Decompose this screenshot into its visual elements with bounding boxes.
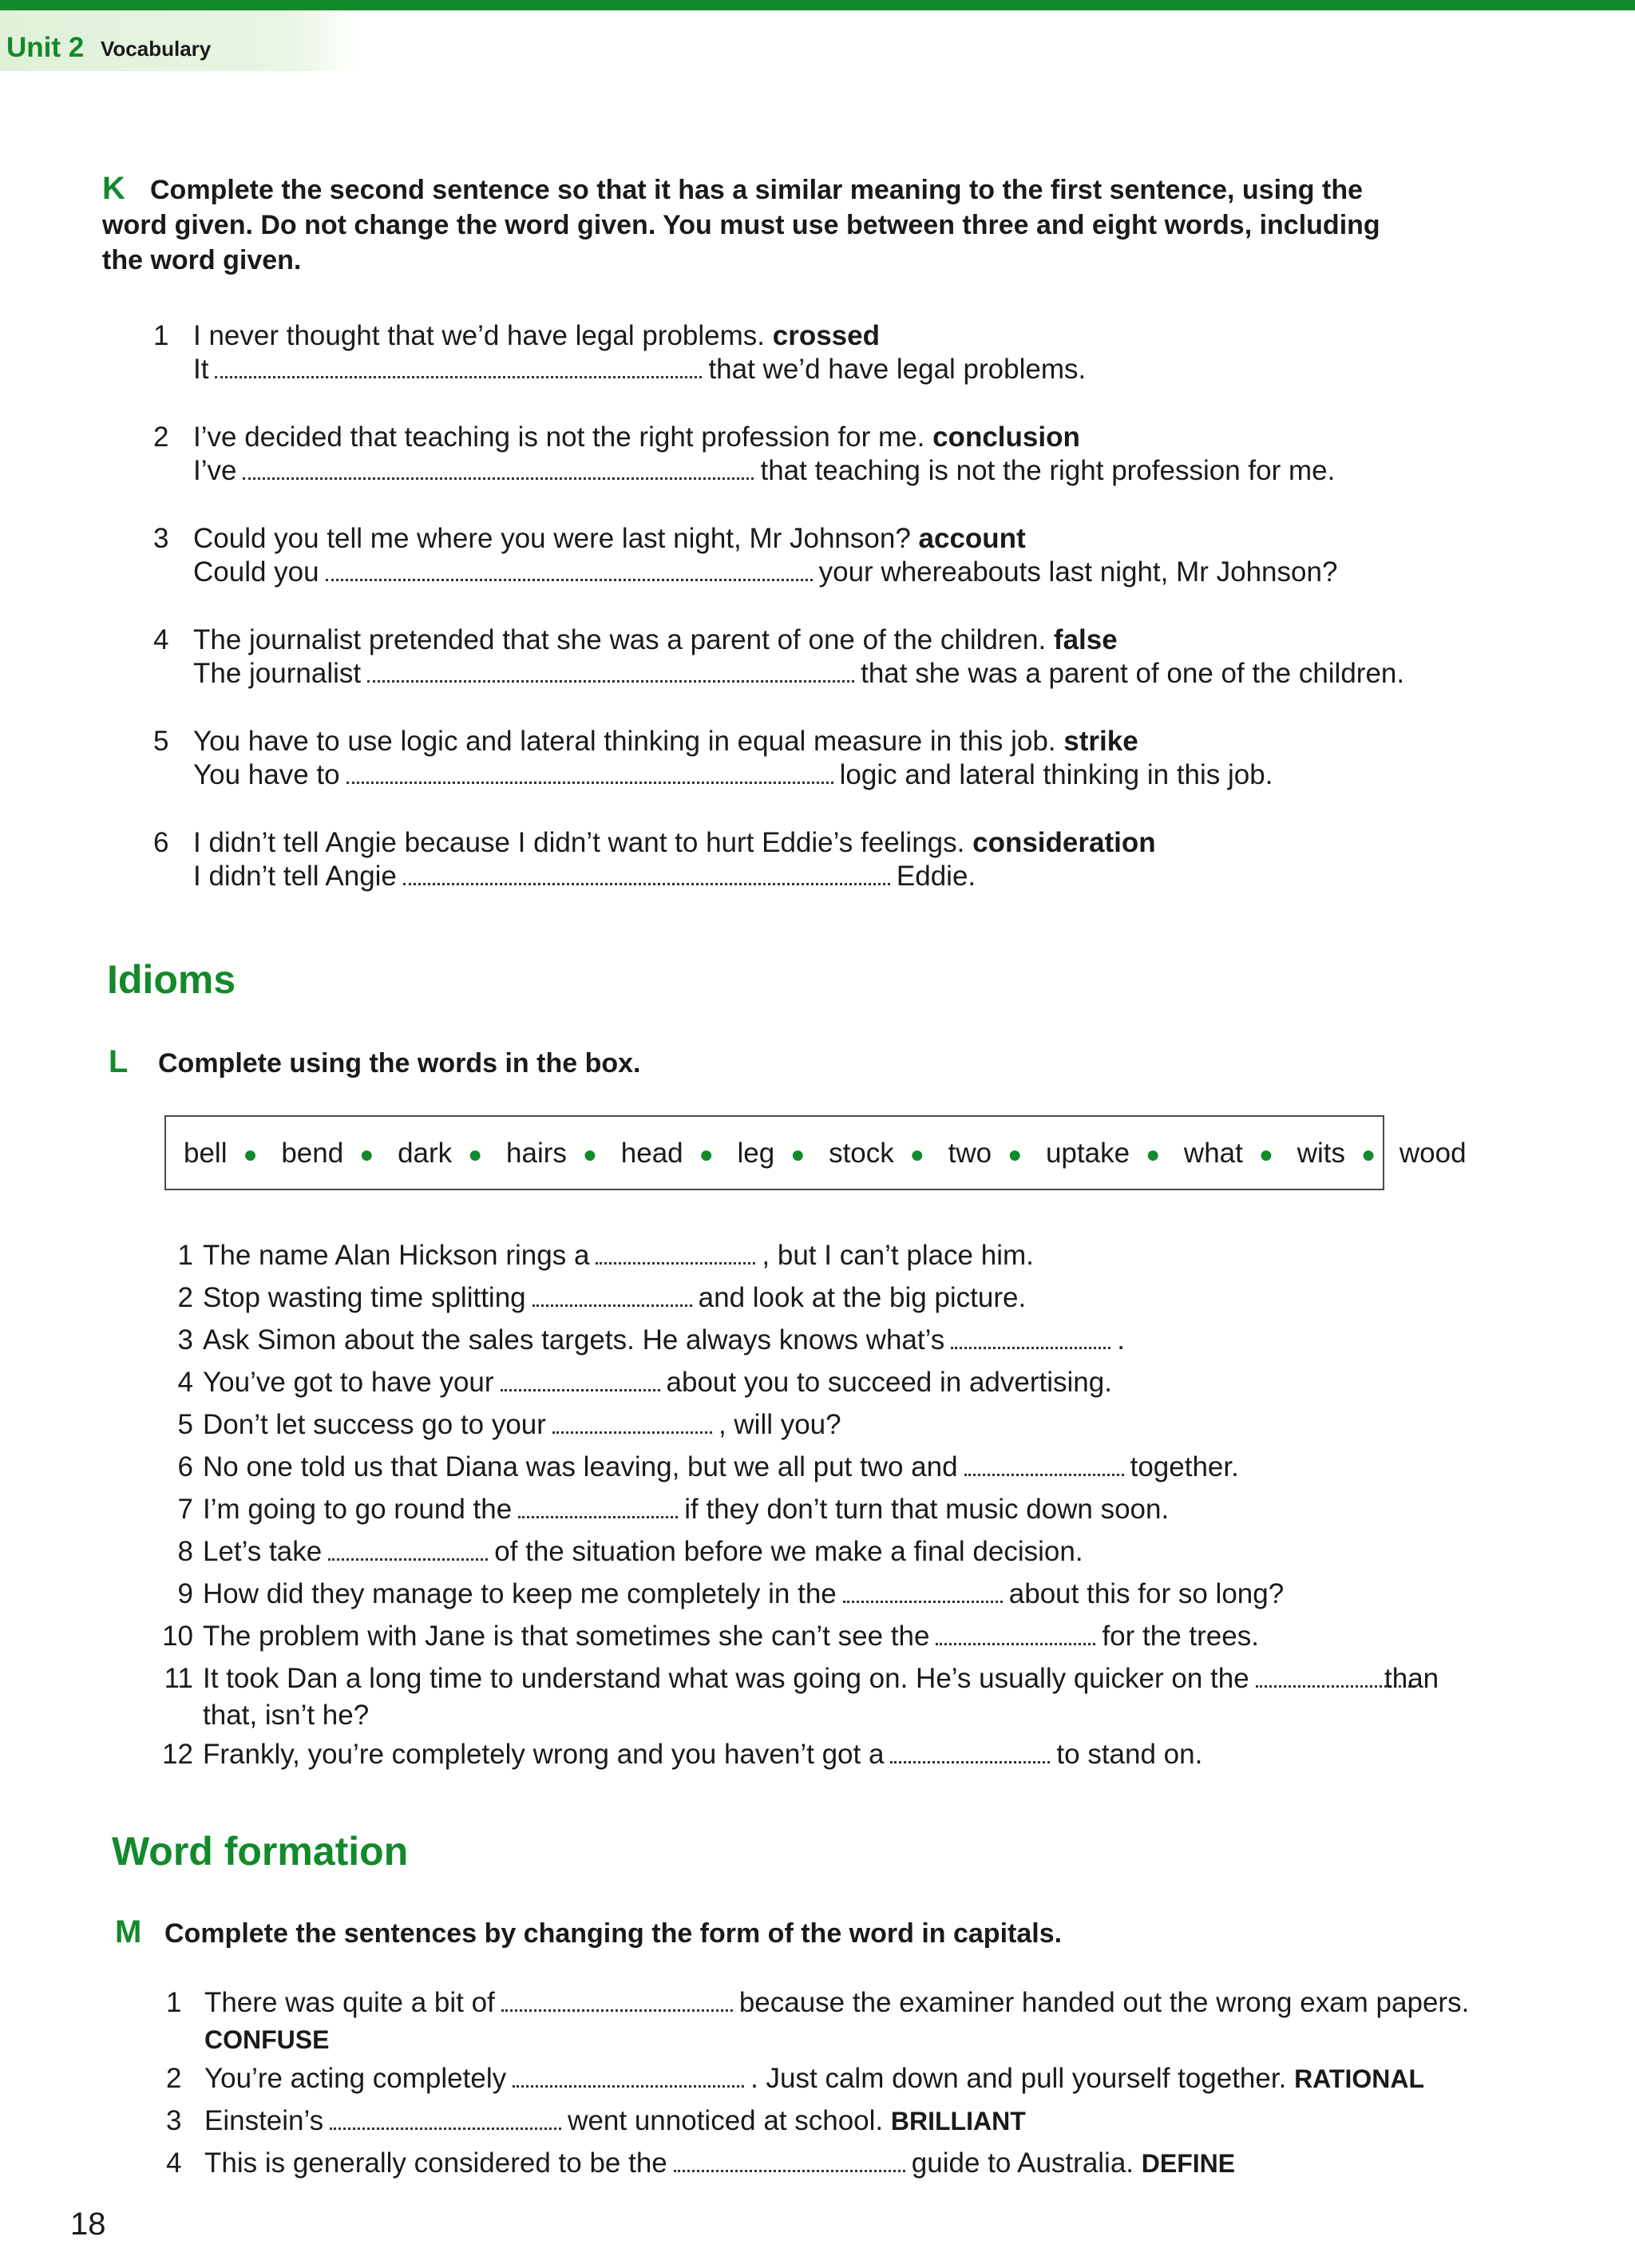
item-before: Einstein’s xyxy=(204,2105,324,2136)
item-after: than xyxy=(1384,1663,1439,1694)
item-after: . Just calm down and pull yourself together. xyxy=(750,2063,1287,2094)
answer-blank[interactable] xyxy=(964,1455,1124,1476)
answer-blank[interactable] xyxy=(403,864,890,885)
bullet-icon: ● xyxy=(359,1142,374,1168)
keyword: false xyxy=(1053,624,1118,655)
item-number: 4 xyxy=(153,624,169,655)
item-after: about this for so long? xyxy=(1008,1578,1285,1609)
box-word: wood xyxy=(1399,1138,1467,1169)
box-word: dark xyxy=(398,1138,453,1169)
item-before: Stop wasting time splitting xyxy=(203,1282,526,1313)
exercise-m-instruction: Complete the sentences by changing the form of the word in capitals. xyxy=(164,1918,1063,1949)
item-number: 3 xyxy=(153,523,169,554)
bullet-icon: ● xyxy=(582,1142,598,1168)
answer-start: It xyxy=(193,354,209,385)
answer-blank[interactable] xyxy=(328,1539,488,1561)
item-before: You’ve got to have your xyxy=(203,1367,494,1398)
bullet-icon: ● xyxy=(243,1142,258,1168)
section-label: Vocabulary xyxy=(101,37,212,61)
answer-blank[interactable] xyxy=(596,1243,755,1265)
bullet-icon: ● xyxy=(790,1142,806,1168)
item-number: 6 xyxy=(153,827,169,858)
item-sentence: Could you tell me where you were last night, Mr Johnson? xyxy=(193,523,911,554)
bullet-icon: ● xyxy=(1146,1142,1161,1168)
item-number: 1 xyxy=(166,1987,182,2018)
capitals-word: BRILLIANT xyxy=(890,2107,1026,2135)
answer-end: that she was a parent of one of the children. xyxy=(861,658,1405,689)
item-sentence: You have to use logic and lateral thinking in equal measure in this job. xyxy=(193,726,1056,757)
unit-label: Unit 2 xyxy=(6,32,85,63)
answer-start: I didn’t tell Angie xyxy=(193,861,397,892)
item-number: 5 xyxy=(177,1409,193,1440)
answer-blank[interactable] xyxy=(532,1285,692,1307)
item-after: , but I can’t place him. xyxy=(762,1240,1034,1271)
answer-blank[interactable] xyxy=(330,2108,561,2130)
item-after: together. xyxy=(1130,1451,1239,1482)
answer-blank[interactable] xyxy=(346,762,833,784)
answer-end: that we’d have legal problems. xyxy=(708,354,1087,385)
answer-blank[interactable] xyxy=(951,1328,1110,1349)
answer-blank[interactable] xyxy=(367,661,854,683)
item-before: The problem with Jane is that sometimes she can’t see the xyxy=(203,1621,930,1652)
answer-blank[interactable] xyxy=(518,1497,678,1518)
box-word: leg xyxy=(737,1138,775,1169)
item-sentence: I didn’t tell Angie because I didn’t want to hurt Eddie’s feelings. xyxy=(193,827,965,858)
box-word: bend xyxy=(281,1138,344,1169)
box-word: head xyxy=(620,1138,683,1169)
box-word: hairs xyxy=(506,1138,567,1169)
answer-start: The journalist xyxy=(193,658,362,689)
box-word: stock xyxy=(829,1138,894,1169)
answer-end: logic and lateral thinking in this job. xyxy=(839,759,1273,790)
item-before: Ask Simon about the sales targets. He always knows what’s xyxy=(203,1324,945,1356)
item-number: 9 xyxy=(177,1578,193,1609)
item-number: 8 xyxy=(177,1536,193,1567)
item-sentence: The journalist pretended that she was a parent of one of the children. xyxy=(193,624,1047,655)
answer-blank[interactable] xyxy=(674,2151,905,2172)
item-number: 2 xyxy=(153,422,169,453)
answer-blank[interactable] xyxy=(215,357,702,378)
answer-blank[interactable] xyxy=(243,458,754,480)
item-number: 1 xyxy=(177,1240,193,1271)
answer-end: Eddie. xyxy=(896,861,976,892)
keyword: account xyxy=(918,523,1026,554)
item-number: 3 xyxy=(177,1324,193,1356)
answer-blank[interactable] xyxy=(513,2066,744,2088)
exercise-k-instruction: Complete the second sentence so that it has a similar meaning to the first sentence, using the word given. Do not change the word given. You must use between three and eight words, including the word given. xyxy=(102,175,1380,275)
item-number: 2 xyxy=(166,2063,182,2094)
item-number: 6 xyxy=(177,1451,193,1482)
word-box xyxy=(164,1115,1467,1190)
keyword: consideration xyxy=(972,827,1156,858)
item-after: of the situation before we make a final decision. xyxy=(494,1536,1083,1567)
box-word: wits xyxy=(1297,1138,1345,1169)
item-before: There was quite a bit of xyxy=(204,1987,495,2018)
item-after-continued: that, isn’t he? xyxy=(203,1700,370,1731)
item-after: , will you? xyxy=(718,1409,841,1440)
item-before: How did they manage to keep me completely in the xyxy=(203,1578,837,1609)
item-after: went unnoticed at school. xyxy=(568,2105,884,2136)
box-word: two xyxy=(948,1138,992,1169)
answer-blank[interactable] xyxy=(326,560,813,581)
item-number: 4 xyxy=(177,1367,193,1398)
answer-end: that teaching is not the right profession for me. xyxy=(760,455,1336,486)
answer-blank[interactable] xyxy=(843,1581,1003,1603)
item-before: Let’s take xyxy=(203,1536,323,1567)
bullet-icon: ● xyxy=(699,1142,714,1168)
item-before: You’re acting completely xyxy=(204,2063,507,2094)
exercise-letter-k: K xyxy=(102,171,125,206)
item-before: Frankly, you’re completely wrong and you haven’t got a xyxy=(203,1739,885,1770)
answer-blank[interactable] xyxy=(501,1990,733,2012)
item-before: This is generally considered to be the xyxy=(204,2147,667,2179)
bullet-icon: ● xyxy=(1258,1142,1273,1168)
answer-blank[interactable] xyxy=(501,1370,660,1391)
item-after: if they don’t turn that music down soon. xyxy=(684,1494,1170,1525)
exercise-letter-l: L xyxy=(109,1044,129,1079)
item-number: 12 xyxy=(162,1739,193,1770)
item-number: 4 xyxy=(166,2147,182,2179)
item-before: The name Alan Hickson rings a xyxy=(203,1240,590,1271)
keyword: conclusion xyxy=(932,422,1080,453)
item-number: 10 xyxy=(162,1621,193,1652)
answer-blank[interactable] xyxy=(936,1624,1095,1645)
answer-start: You have to xyxy=(193,759,340,790)
box-word: uptake xyxy=(1045,1138,1130,1169)
item-number: 5 xyxy=(153,726,169,757)
item-number: 7 xyxy=(177,1494,193,1525)
bullet-icon: ● xyxy=(468,1142,483,1168)
item-before: It took Dan a long time to understand what was going on. He’s usually quicker on the xyxy=(203,1663,1249,1694)
item-after: to stand on. xyxy=(1056,1739,1203,1770)
header-accent-bar xyxy=(0,0,1635,10)
capitals-word: DEFINE xyxy=(1141,2149,1236,2178)
item-number: 11 xyxy=(164,1663,193,1694)
item-after: for the trees. xyxy=(1102,1621,1259,1652)
item-after: . xyxy=(1117,1324,1125,1356)
bullet-icon: ● xyxy=(1008,1142,1023,1168)
exercise-letter-m: M xyxy=(115,1914,142,1949)
item-before: No one told us that Diana was leaving, but we all put two and xyxy=(203,1451,958,1482)
item-before: Don’t let success go to your xyxy=(203,1409,546,1440)
box-word: what xyxy=(1183,1138,1243,1169)
answer-start: I’ve xyxy=(193,455,237,486)
item-after: because the examiner handed out the wrong exam papers. xyxy=(738,1987,1470,2018)
capitals-word: CONFUSE xyxy=(204,2025,330,2054)
answer-end: your whereabouts last night, Mr Johnson? xyxy=(818,556,1338,588)
idioms-heading: Idioms xyxy=(107,957,236,1002)
item-after: guide to Australia. xyxy=(911,2147,1134,2179)
answer-start: Could you xyxy=(193,556,319,588)
answer-blank[interactable] xyxy=(552,1412,712,1434)
capitals-word: RATIONAL xyxy=(1294,2064,1424,2093)
page-number: 18 xyxy=(70,2207,106,2242)
bullet-icon: ● xyxy=(909,1142,924,1168)
keyword: crossed xyxy=(772,320,880,351)
box-word: bell xyxy=(184,1138,228,1169)
word-formation-heading: Word formation xyxy=(112,1829,409,1874)
bullet-icon: ● xyxy=(1361,1142,1376,1168)
exercise-l-instruction: Complete using the words in the box. xyxy=(158,1048,641,1079)
item-before: I’m going to go round the xyxy=(203,1494,513,1525)
item-sentence: I’ve decided that teaching is not the right profession for me. xyxy=(193,422,925,453)
answer-blank[interactable] xyxy=(890,1742,1050,1763)
item-number: 1 xyxy=(153,320,169,351)
item-sentence: I never thought that we’d have legal problems. xyxy=(193,320,765,351)
keyword: strike xyxy=(1063,726,1138,757)
item-after: about you to succeed in advertising. xyxy=(666,1367,1112,1398)
item-number: 3 xyxy=(166,2105,182,2136)
item-number: 2 xyxy=(177,1282,193,1313)
item-after: and look at the big picture. xyxy=(698,1282,1027,1313)
